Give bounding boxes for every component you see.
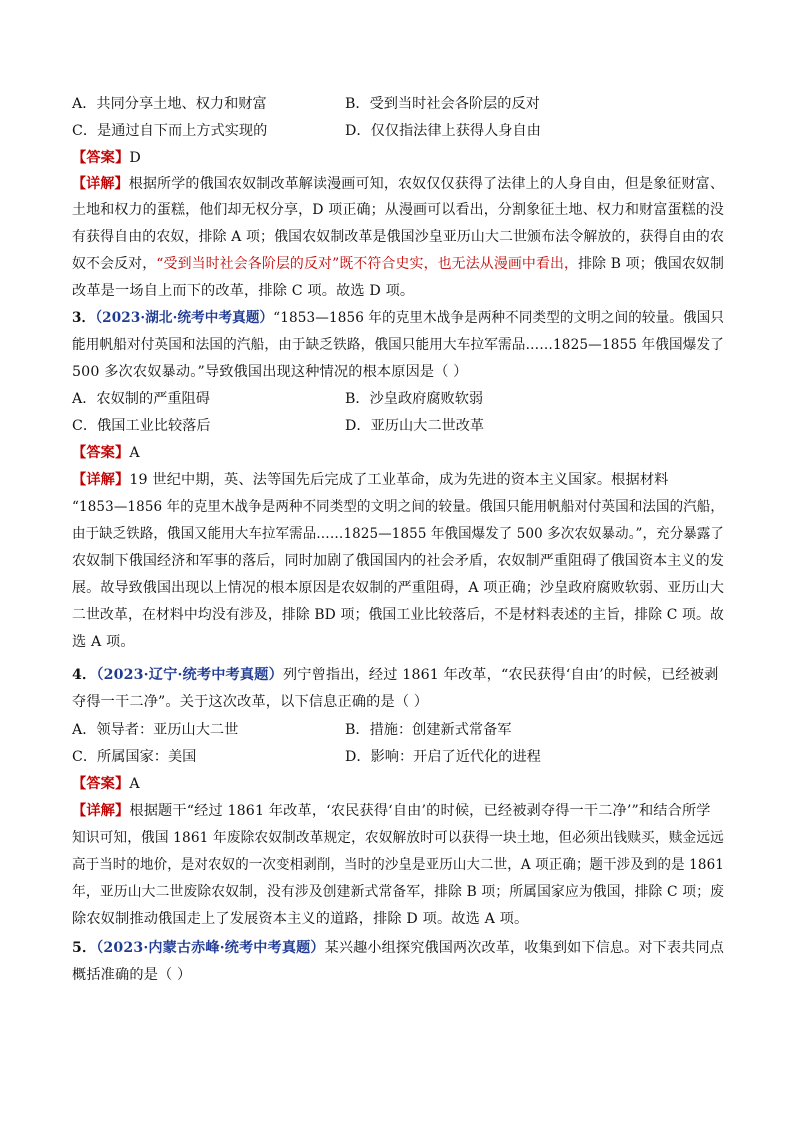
q3-option-a: A．农奴制的严重阻碍 xyxy=(72,391,210,407)
q3-detail-line-6: 二世改革，在材料中均没有涉及，排除 BD 项；俄国工业比较落后，不是材料表述的主旨，排除 C 项。故 xyxy=(72,607,724,623)
q2-option-b: B．受到当时社会各阶层的反对 xyxy=(345,96,540,112)
q4-stem-line-2: 夺得一干二净”。关于这次改革，以下信息正确的是（ ） xyxy=(72,694,429,710)
stem-text: “1853—1856 年的克里木战争是两种不同类型的文明之间的较量。俄国只 xyxy=(273,310,724,326)
stem-text: 列宁曾指出，经过 1861 年改革，“农民获得‘自由’的时候，已经被剥 xyxy=(282,667,719,683)
question-source: （2023·湖北·统考中考真题） xyxy=(95,310,274,326)
q3-option-b: B．沙皇政府腐败软弱 xyxy=(345,391,484,407)
detail-text: 根据题干“经过 1861 年改革，‘农民获得‘自由’的时候，已经被剥夺得一干二净’”和结合所学 xyxy=(129,803,711,819)
q2-option-c: C．是通过自下而上方式实现的 xyxy=(72,123,268,139)
answer-tag: 【答案】 xyxy=(72,776,130,792)
answer-value: A xyxy=(129,776,140,792)
q2-detail-line-1 xyxy=(72,174,724,194)
q4-detail-line-3: 高于当时的地价，是对农奴的一次变相剥削，当时的沙皇是亚历山大二世，A 项正确；题干涉及到的是 1861 xyxy=(72,857,724,873)
q2-answer xyxy=(72,148,141,168)
stem-text: 某兴趣小组探究俄国两次改革，收集到如下信息。对下表共同点 xyxy=(324,940,724,956)
q3-detail-line-7: 选 A 项。 xyxy=(72,634,135,650)
q2-option-a: A．共同分享土地、权力和财富 xyxy=(72,96,267,112)
question-source: （2023·内蒙古赤峰·统考中考真题） xyxy=(96,940,325,956)
q2-detail-line-4 xyxy=(72,254,724,274)
detail-tag: 【详解】 xyxy=(72,176,129,192)
q3-answer xyxy=(72,443,140,463)
q2-detail-line-3: 有获得自由的农奴，排除 A 项；俄国农奴制改革是俄国沙皇亚历山大二世颁布法令解放的，获得自由的农 xyxy=(72,229,724,245)
q2-option-d: D．仅仅指法律上获得人身自由 xyxy=(345,123,541,139)
q3-option-d: D．亚历山大二世改革 xyxy=(345,418,485,434)
q4-option-c: C．所属国家：美国 xyxy=(72,749,197,765)
q4-option-d: D．影响：开启了近代化的进程 xyxy=(345,749,541,765)
q4-detail-line-5: 除农奴制推动俄国走上了发展资本主义的道路，排除 D 项。故选 A 项。 xyxy=(72,911,529,927)
detail-text: 根据所学的俄国农奴制改革解读漫画可知，农奴仅仅获得了法律上的人身自由，但是象征财富、 xyxy=(128,176,725,192)
q4-answer xyxy=(72,774,140,794)
question-number: 4． xyxy=(72,667,97,683)
answer-tag: 【答案】 xyxy=(72,445,130,461)
q3-detail-line-5: 展。故导致俄国出现以上情况的根本原因是农奴制的严重阻碍，A 项正确；沙皇政府腐败软弱、亚历山大 xyxy=(72,580,724,596)
q4-detail-line-4: 年，亚历山大二世废除农奴制，没有涉及创建新式常备军，排除 B 项；所属国家应为俄国，排除 C 项；废 xyxy=(72,884,724,900)
q3-stem-line-3: 500 多次农奴暴动。”导致俄国出现这种情况的根本原因是（ ） xyxy=(72,364,468,380)
q5-stem-line-2: 概括准确的是（ ） xyxy=(72,967,192,983)
answer-value: A xyxy=(129,445,140,461)
detail-text: 排除 B 项；俄国农奴制 xyxy=(578,256,724,272)
q4-option-a: A．领导者：亚历山大二世 xyxy=(72,722,239,738)
answer-value: D xyxy=(129,150,141,166)
q4-stem-line-1 xyxy=(72,665,718,685)
question-number: 3． xyxy=(72,310,96,326)
q2-detail-line-5: 改革是一场自上而下的改革，排除 C 项。故选 D 项。 xyxy=(72,283,415,299)
q3-detail-line-3: 由于缺乏铁路，俄国又能用大车拉军需品……1825—1855 年俄国爆发了 500 多次农奴暴动。”，充分暴露了 xyxy=(72,526,724,542)
detail-text: 奴不会反对， xyxy=(72,256,157,272)
q3-option-c: C．俄国工业比较落后 xyxy=(72,418,211,434)
q4-detail-line-2: 知识可知，俄国 1861 年废除农奴制改革规定，农奴解放时可以获得一块土地，但必须出钱赎买，赎金远远 xyxy=(72,830,724,846)
q3-stem-line-1 xyxy=(72,308,724,328)
q2-detail-line-2: 土地和权力的蛋糕，他们却无权分享，D 项正确；从漫画可以看出，分割象征土地、权力和财富蛋糕的没 xyxy=(72,202,724,218)
q3-detail-line-1 xyxy=(72,470,669,490)
question-source: （2023·辽宁·统考中考真题） xyxy=(96,667,283,683)
q3-stem-line-2: 能用帆船对付英国和法国的汽船，由于缺乏铁路，俄国只能用大车拉军需品……1825—1855 年俄国爆发了 xyxy=(72,337,724,353)
q4-detail-line-1 xyxy=(72,801,711,821)
question-number: 5． xyxy=(72,940,97,956)
detail-tag: 【详解】 xyxy=(72,472,130,488)
detail-text: 19 世纪中期，英、法等国先后完成了工业革命，成为先进的资本主义国家。根据材料 xyxy=(129,472,669,488)
q3-detail-line-4: 农奴制下俄国经济和军事的落后，同时加剧了俄国国内的社会矛盾，农奴制严重阻碍了俄国资本主义的发 xyxy=(72,553,724,569)
q4-option-b: B．措施：创建新式常备军 xyxy=(345,722,512,738)
answer-tag: 【答案】 xyxy=(72,150,130,166)
detail-highlight: “受到当时社会各阶层的反对”既不符合史实，也无法从漫画中看出， xyxy=(156,256,579,272)
detail-tag: 【详解】 xyxy=(72,803,130,819)
q3-detail-line-2: “1853—1856 年的克里木战争是两种不同类型的文明之间的较量。俄国只能用帆船对付英国和法国的汽船， xyxy=(72,499,724,515)
q5-stem-line-1 xyxy=(72,938,724,958)
